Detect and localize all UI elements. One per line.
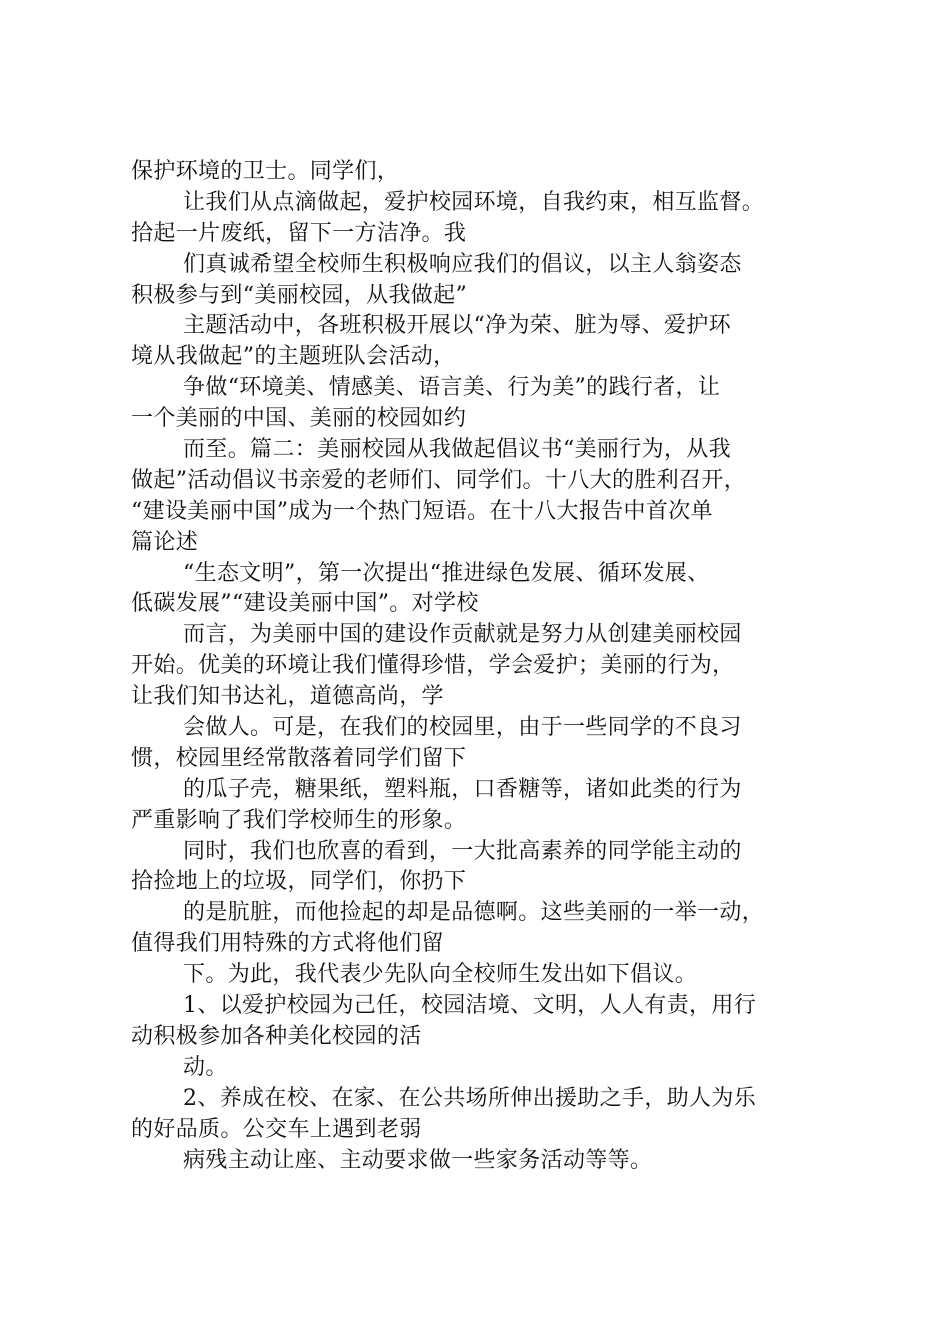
text-line: 严重影响了我们学校师生的形象。 [131, 807, 467, 833]
text-line: 惯，校园里经常散落着同学们留下 [131, 745, 467, 771]
text-line: 拾起一片废纸，留下一方洁净。我 [131, 220, 467, 246]
text-line: 下。为此，我代表少先队向全校师生发出如下倡议。 [183, 962, 698, 988]
text-line: 一个美丽的中国、美丽的校园如约 [131, 406, 467, 432]
text-line: 保护环境的卫士。同学们， [131, 159, 400, 184]
text-line: 动积极参加各种美化校园的活 [131, 1023, 422, 1049]
text-line: 拾捡地上的垃圾，同学们，你扔下 [131, 869, 467, 895]
text-line: 同时，我们也欣喜的看到，一大批高素养的同学能主动的 [183, 838, 742, 864]
text-line: 让我们从点滴做起，爱护校园环境，自我约束，相互监督。 [183, 189, 765, 215]
text-line: 开始。优美的环境让我们懂得珍惜，学会爱护；美丽的行为， [131, 653, 735, 679]
text-line: 而言，为美丽中国的建设作贡献就是努力从创建美丽校园 [183, 622, 742, 648]
text-line: 值得我们用特殊的方式将他们留 [131, 931, 444, 957]
text-line: 2、养成在校、在家、在公共场所伸出援助之手，助人为乐 [183, 1085, 757, 1111]
text-line: 积极参与到“美丽校园，从我做起” [131, 282, 468, 308]
text-line: 的好品质。公交车上遇到老弱 [131, 1116, 422, 1142]
document-body [131, 157, 851, 1176]
text-line: “建设美丽中国”成为一个热门短语。在十八大报告中首次单 [131, 498, 713, 524]
text-line: 争做“环境美、情感美、语言美、行为美”的践行者，让 [183, 375, 721, 401]
text-line: 而至。篇二：美丽校园从我做起倡议书“美丽行为，从我 [183, 437, 731, 463]
text-line: 的瓜子壳，糖果纸，塑料瓶，口香糖等，诸如此类的行为 [183, 776, 742, 802]
text-line: 1、以爱护校园为己任，校园洁境、文明，人人有责，用行 [183, 993, 757, 1019]
text-line: 的是肮脏，而他捡起的却是品德啊。这些美丽的一举一动， [183, 900, 765, 926]
text-line: 动。 [183, 1054, 228, 1080]
text-line: 篇论述 [131, 529, 199, 555]
text-line: “生态文明”，第一次提出“推进绿色发展、循环发展、 [183, 560, 710, 586]
text-line: 们真诚希望全校师生积极响应我们的倡议，以主人翁姿态 [183, 251, 742, 277]
text-line: 低碳发展”“建设美丽中国”。对学校 [131, 591, 479, 617]
text-line: 做起”活动倡议书亲爱的老师们、同学们。十八大的胜利召开， [131, 467, 747, 493]
text-line: 会做人。可是，在我们的校园里，由于一些同学的不良习 [183, 715, 742, 741]
text-line: 境从我做起”的主题班队会活动， [131, 344, 456, 370]
text-line: 主题活动中，各班积极开展以“净为荣、脏为辱、爱护环 [183, 313, 731, 339]
text-line: 病残主动让座、主动要求做一些家务活动等等。 [183, 1147, 653, 1173]
text-line: 让我们知书达礼，道德高尚，学 [131, 684, 444, 710]
